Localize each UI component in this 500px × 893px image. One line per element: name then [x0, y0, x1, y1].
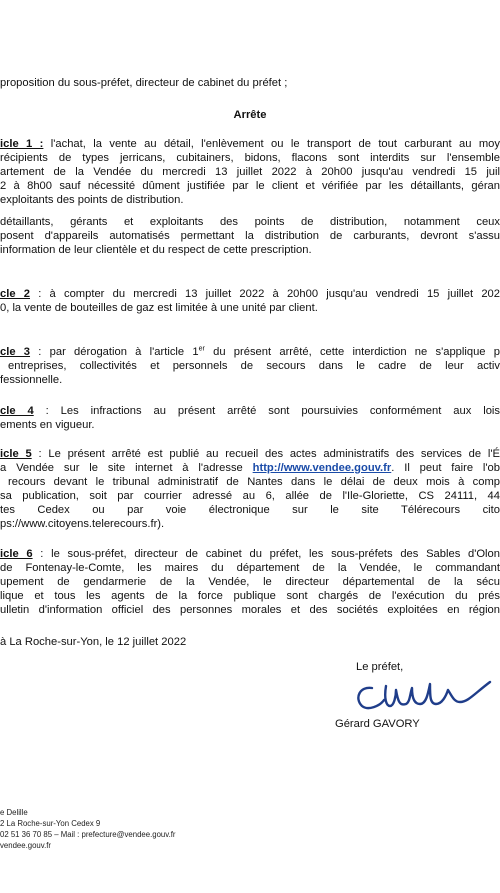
article-6-line-4: lique et tous les agents de la force publique sont chargés de l'exécution du prés — [0, 590, 500, 602]
article-3-label: cle 3 — [0, 346, 31, 358]
article-5-line-1: icle 5 : Le présent arrêté est publié au recueil des actes administratifs des services de l'É — [0, 448, 500, 460]
article-3-line-1: cle 3 : par dérogation à l'article 1er du présent arrêté, cette interdiction ne s'applique p — [0, 345, 500, 358]
article-6-label: icle 6 — [0, 548, 33, 560]
footer-line-2: 2 La Roche-sur-Yon Cedex 9 — [0, 819, 101, 828]
vendee-website-link[interactable]: http://www.vendee.gouv.fr — [252, 462, 392, 474]
article-6-line-5: ulletin d'information officiel des personnes morales et des sociétés exploitées en région — [0, 604, 500, 616]
article-6-line-1: icle 6 : le sous-préfet, directeur de cabinet du préfet, les sous-préfets des Sables d'Olon — [0, 548, 500, 560]
place-date: à La Roche-sur-Yon, le 12 juillet 2022 — [0, 636, 187, 648]
article-2-line-1: cle 2 : à compter du mercredi 13 juillet 2022 à 20h00 jusqu'au vendredi 15 juillet 202 — [0, 288, 500, 300]
article-6-line-2: de Fontenay-le-Comte, les maires du département de la Vendée, le commandant — [0, 562, 500, 574]
article-1-line-8: information de leur clientèle et du respect de cette prescription. — [0, 244, 312, 256]
article-2-line-2: 0, la vente de bouteilles de gaz est limitée à une unité par client. — [0, 302, 318, 314]
article-1-line-1: icle 1 : l'achat, la vente au détail, l'enlèvement ou le transport de tout carburant au moy — [0, 138, 500, 150]
article-6-line-3: upement de gendarmerie de la Vendée, le directeur départemental de la sécu — [0, 576, 500, 588]
article-1-line-2: récipients de types jerricans, cubitainers, bidons, flacons sont interdits sur l'ensemble — [0, 152, 500, 164]
article-1-line-4: 2 à 8h00 sauf nécessité dûment justifiée par le client et vérifiée par les détaillants, géran — [0, 180, 500, 192]
article-3-line-3: fessionnelle. — [0, 374, 63, 386]
footer-line-3: 02 51 36 70 85 – Mail : prefecture@vendee.gouv.fr — [0, 830, 176, 839]
article-3-line-2: entreprises, collectivités et personnels de secours dans le cadre de leur activ — [8, 360, 500, 372]
signatory-name: Gérard GAVORY — [335, 718, 420, 730]
article-5-line-5: tes Cedex ou par voie électronique sur le site Télérecours cito — [0, 504, 500, 516]
article-1-label: icle 1 : — [0, 138, 44, 150]
handwritten-signature — [350, 676, 500, 716]
heading-arrete: Arrête — [233, 109, 267, 121]
article-4-line-1: cle 4 : Les infractions au présent arrêté sont poursuivies conformément aux lois — [0, 405, 500, 417]
article-5-label: icle 5 — [0, 448, 32, 460]
article-1-line-6: détaillants, gérants et exploitants des points de distribution, notamment ceux — [0, 216, 500, 228]
article-1-line-5: exploitants des points de distribution. — [0, 194, 184, 206]
article-5-line-3: recours devant le tribunal administratif de Nantes dans le délai de deux mois à comp — [8, 476, 500, 488]
article-2-label: cle 2 — [0, 288, 30, 300]
footer-line-4: vendee.gouv.fr — [0, 841, 52, 850]
article-1-line-7: posent d'appareils automatisés permettant la distribution de carburants, devront s'assu — [0, 230, 500, 242]
article-1-line-3: artement de la Vendée du mercredi 13 juillet 2022 à 20h00 jusqu'au vendredi 15 juil — [0, 166, 500, 178]
footer-line-1: e Delille — [0, 808, 28, 817]
signature-title: Le préfet, — [356, 661, 404, 673]
article-5-line-6: ps://www.citoyens.telerecours.fr). — [0, 518, 165, 530]
article-4-label: cle 4 — [0, 405, 34, 417]
article-4-line-2: ements en vigueur. — [0, 419, 95, 431]
intro-line: proposition du sous-préfet, directeur de cabinet du préfet ; — [0, 77, 288, 89]
article-5-line-4: sa publication, soit par courrier adressé au 6, allée de l'Ile-Gloriette, CS 24111, 44 — [0, 490, 500, 502]
article-5-line-2: a Vendée sur le site internet à l'adresse http://www.vendee.gouv.fr. Il peut faire l'ob — [0, 462, 500, 474]
